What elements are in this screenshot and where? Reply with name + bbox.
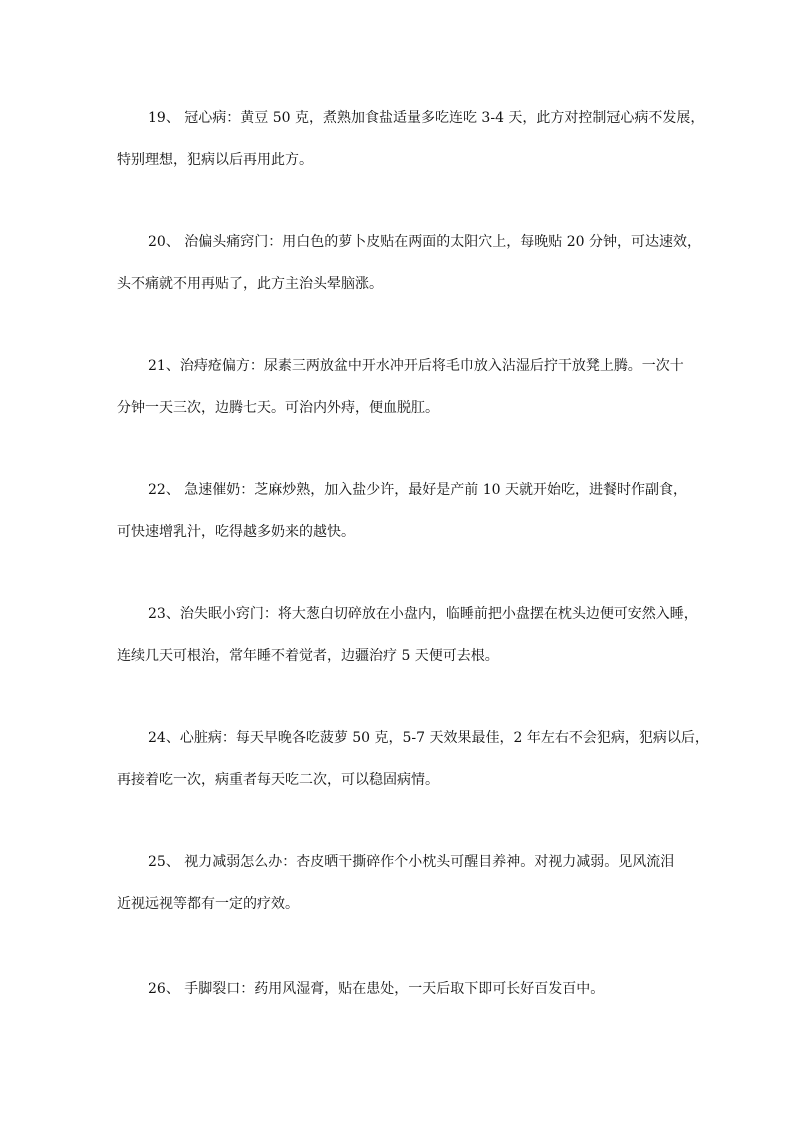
paragraph-line: 再接着吃一次，病重者每天吃二次，可以稳固病情。 bbox=[117, 772, 439, 788]
paragraph-line: 24、心脏病：每天早晚各吃菠萝 50 克，5-7 天效果最佳，2 年左右不会犯病，犯病以后， bbox=[148, 730, 709, 746]
paragraph-line: 23、治失眠小窍门：将大葱白切碎放在小盘内，临睡前把小盘摆在枕头边便可安然入睡， bbox=[148, 606, 698, 622]
paragraph-line: 22、 急速催奶：芝麻炒熟，加入盐少许，最好是产前 10 天就开始吃，进餐时作副食， bbox=[148, 482, 687, 498]
remedy-item-22 bbox=[117, 480, 687, 564]
paragraph-line: 25、 视力减弱怎么办：杏皮晒干撕碎作个小枕头可醒目养神。对视力减弱。见风流泪 bbox=[148, 854, 675, 870]
paragraph-line: 26、 手脚裂口：药用风湿膏，贴在患处，一天后取下即可长好百发百中。 bbox=[148, 981, 605, 997]
remedy-item-19 bbox=[117, 108, 705, 192]
paragraph-line: 分钟一天三次，边腾七天。可治内外痔，便血脱肛。 bbox=[117, 400, 439, 416]
paragraph-line: 近视远视等都有一定的疗效。 bbox=[117, 896, 299, 912]
remedy-item-25 bbox=[117, 852, 679, 936]
paragraph-line: 19、 冠心病：黄豆 50 克，煮熟加食盐适量多吃连吃 3-4 天，此方对控制冠心病不发展， bbox=[148, 110, 705, 126]
paragraph-line: 特别理想，犯病以后再用此方。 bbox=[117, 152, 313, 168]
remedy-item-26 bbox=[117, 979, 679, 1021]
remedy-item-21 bbox=[117, 356, 684, 440]
paragraph-line: 连续几天可根治，常年睡不着觉者，边疆治疗 5 天便可去根。 bbox=[117, 648, 499, 664]
paragraph-line: 21、治痔疮偏方：尿素三两放盆中开水冲开后将毛巾放入沾湿后拧干放凳上腾。一次十 bbox=[148, 358, 684, 374]
remedy-item-24 bbox=[117, 728, 709, 812]
paragraph-line: 20、 治偏头痛窍门：用白色的萝卜皮贴在两面的太阳穴上，每晚贴 20 分钟，可达速效， bbox=[148, 234, 701, 250]
remedy-item-20 bbox=[117, 232, 701, 316]
paragraph-line: 可快速增乳汁，吃得越多奶来的越快。 bbox=[117, 524, 355, 540]
remedy-item-23 bbox=[117, 604, 698, 688]
paragraph-line: 头不痛就不用再贴了，此方主治头晕脑涨。 bbox=[117, 276, 383, 292]
